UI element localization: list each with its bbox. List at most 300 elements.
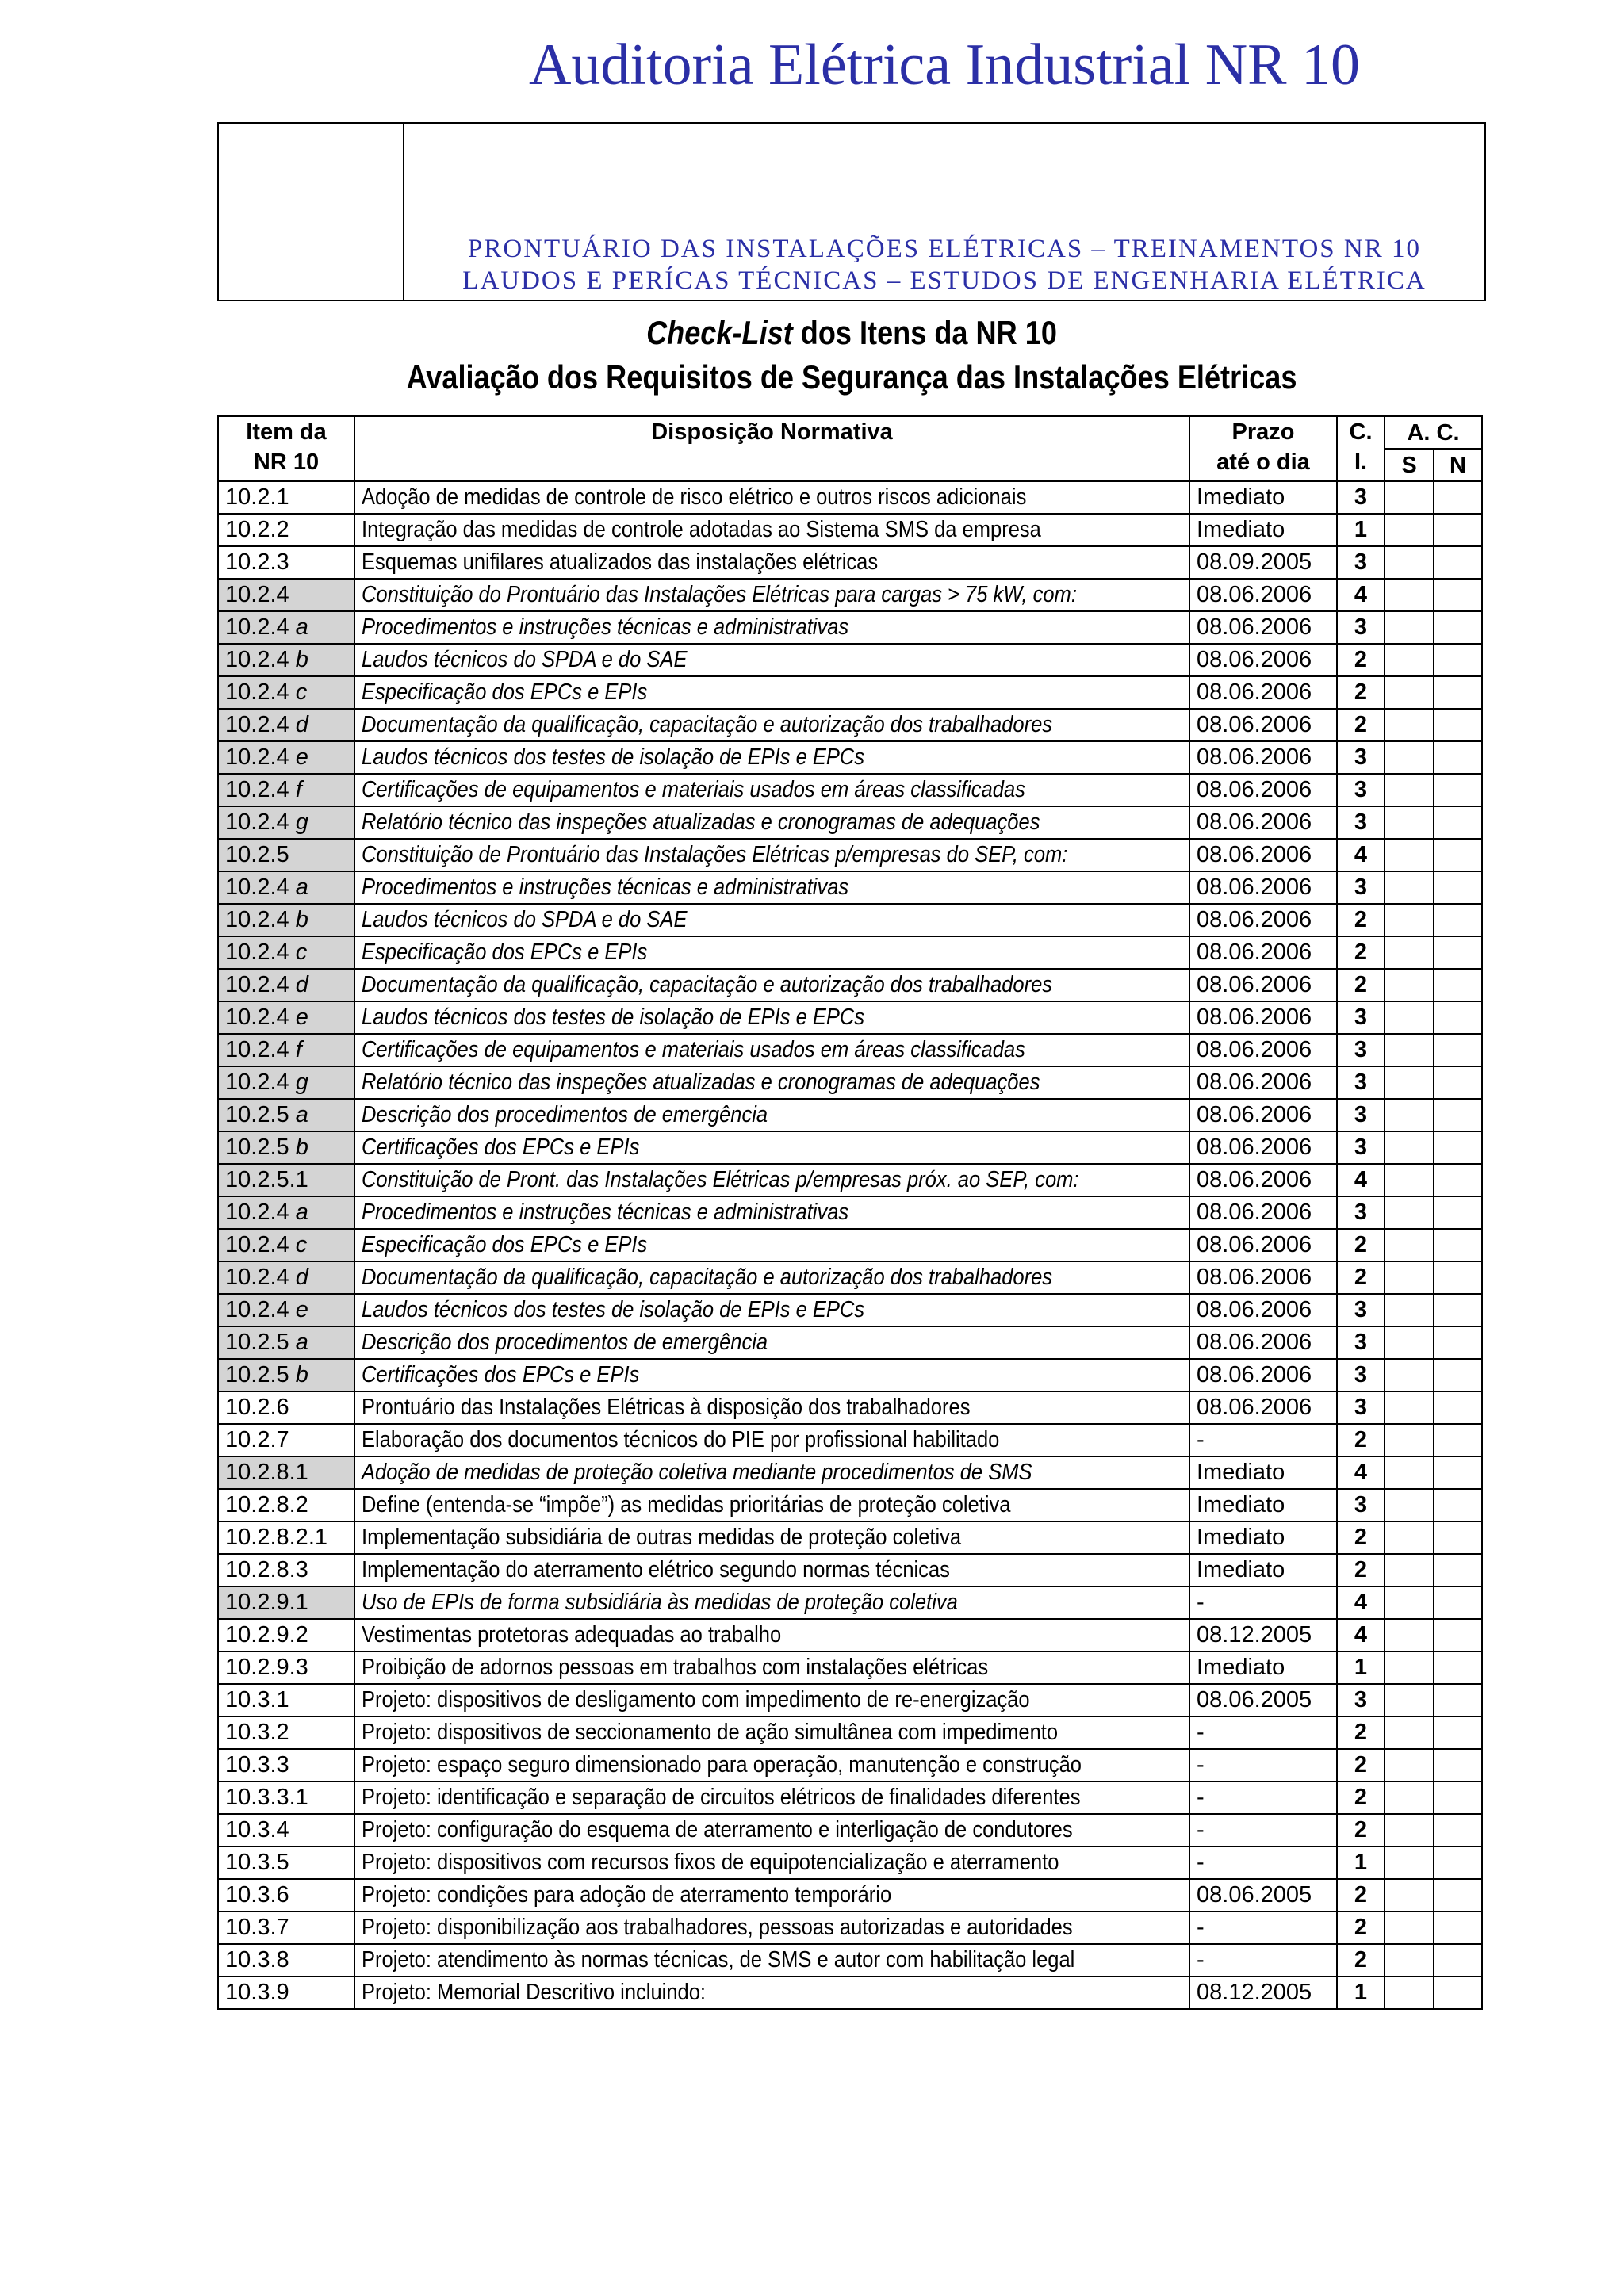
- cell-ac-n[interactable]: [1434, 1944, 1482, 1976]
- table-row: [218, 644, 1482, 676]
- cell-ac-n[interactable]: [1434, 774, 1482, 806]
- item-suffix: f: [295, 1037, 302, 1062]
- disposicao-text: Relatório técnico das inspeções atualizadas e cronogramas de adequações: [362, 1070, 1040, 1095]
- cell-ac-n[interactable]: [1434, 514, 1482, 546]
- column-header-prazo: Prazo até o dia: [1189, 416, 1337, 481]
- cell-prazo: 08.06.2006: [1189, 1164, 1337, 1196]
- cell-item: [218, 871, 354, 904]
- item-suffix: d: [295, 1265, 308, 1290]
- cell-ac-n[interactable]: [1434, 481, 1482, 514]
- item-suffix: a: [295, 1102, 308, 1127]
- disposicao-text: Proibição de adornos pessoas em trabalhos com instalações elétricas: [362, 1655, 989, 1680]
- table-row: [218, 1326, 1482, 1359]
- table-row: [218, 936, 1482, 969]
- item-number: 10.2.6: [225, 1395, 289, 1420]
- cell-disposicao: [354, 1489, 1189, 1521]
- cell-prazo: 08.06.2006: [1189, 709, 1337, 741]
- cell-disposicao: [354, 1326, 1189, 1359]
- cell-ac-n[interactable]: [1434, 1619, 1482, 1651]
- cell-prazo: 08.09.2005: [1189, 546, 1337, 579]
- disposicao-text: Certificações dos EPCs e EPIs: [362, 1135, 640, 1160]
- table-body: [218, 481, 1482, 2009]
- cell-ac-n[interactable]: [1434, 644, 1482, 676]
- cell-ci: 2: [1337, 1879, 1385, 1911]
- cell-prazo: 08.06.2006: [1189, 1034, 1337, 1066]
- cell-disposicao: [354, 1164, 1189, 1196]
- cell-item: [218, 1424, 354, 1456]
- cell-disposicao: [354, 1424, 1189, 1456]
- cell-ac-n[interactable]: [1434, 1586, 1482, 1619]
- item-number: 10.2.4: [225, 777, 289, 802]
- cell-item: [218, 1879, 354, 1911]
- item-number: 10.3.1: [225, 1687, 289, 1712]
- cell-disposicao: [354, 1781, 1189, 1814]
- cell-ac-s[interactable]: [1385, 774, 1434, 806]
- cell-ac-s[interactable]: [1385, 1846, 1434, 1879]
- item-number: 10.2.4: [225, 809, 289, 835]
- item-number: 10.2.4: [225, 582, 289, 607]
- cell-disposicao: [354, 481, 1189, 514]
- cell-ac-n[interactable]: [1434, 611, 1482, 644]
- item-number: 10.2.8.2.1: [225, 1525, 327, 1550]
- item-suffix: e: [295, 1004, 308, 1030]
- cell-ac-n[interactable]: [1434, 1489, 1482, 1521]
- disposicao-text: Procedimentos e instruções técnicas e administrativas: [362, 1200, 849, 1225]
- disposicao-text: Projeto: atendimento às normas técnicas, de SMS e autor com habilitação legal: [362, 1947, 1075, 1973]
- cell-ac-s[interactable]: [1385, 1716, 1434, 1749]
- disposicao-text: Uso de EPIs de forma subsidiária às medidas de proteção coletiva: [362, 1590, 958, 1615]
- cell-ac-s[interactable]: [1385, 741, 1434, 774]
- cell-ac-s[interactable]: [1385, 1359, 1434, 1391]
- cell-disposicao: [354, 969, 1189, 1001]
- cell-ac-s[interactable]: [1385, 969, 1434, 1001]
- cell-prazo: 08.06.2006: [1189, 936, 1337, 969]
- cell-item: [218, 1359, 354, 1391]
- cell-ac-s[interactable]: [1385, 1944, 1434, 1976]
- cell-ac-s[interactable]: [1385, 1814, 1434, 1846]
- cell-prazo: 08.06.2006: [1189, 579, 1337, 611]
- item-suffix: d: [295, 712, 308, 737]
- cell-ci: 3: [1337, 1099, 1385, 1131]
- disposicao-text: Projeto: configuração do esquema de aterramento e interligação de condutores: [362, 1817, 1073, 1843]
- disposicao-text: Especificação dos EPCs e EPIs: [362, 1232, 648, 1257]
- cell-ac-n[interactable]: [1434, 1846, 1482, 1879]
- cell-ac-n[interactable]: [1434, 1034, 1482, 1066]
- cell-ac-s[interactable]: [1385, 1684, 1434, 1716]
- cell-ac-n[interactable]: [1434, 1814, 1482, 1846]
- table-row: [218, 546, 1482, 579]
- item-suffix: a: [295, 874, 308, 900]
- disposicao-text: Projeto: dispositivos de seccionamento de ação simultânea com impedimento: [362, 1720, 1059, 1745]
- cell-prazo: -: [1189, 1814, 1337, 1846]
- item-number: 10.2.8.2: [225, 1492, 308, 1517]
- cell-item: [218, 904, 354, 936]
- disposicao-text: Constituição do Prontuário das Instalações Elétricas para cargas > 75 kW, com:: [362, 582, 1077, 607]
- table-row: [218, 1359, 1482, 1391]
- cell-ac-s[interactable]: [1385, 904, 1434, 936]
- table-row: [218, 1034, 1482, 1066]
- cell-ac-s[interactable]: [1385, 1034, 1434, 1066]
- cell-prazo: 08.06.2005: [1189, 1879, 1337, 1911]
- cell-ci: 1: [1337, 514, 1385, 546]
- cell-item: [218, 579, 354, 611]
- cell-item: [218, 1196, 354, 1229]
- cell-prazo: Imediato: [1189, 514, 1337, 546]
- item-number: 10.2.5.1: [225, 1167, 308, 1192]
- item-number: 10.3.3: [225, 1752, 289, 1777]
- cell-item: [218, 774, 354, 806]
- item-number: 10.2.5: [225, 1330, 289, 1355]
- cell-prazo: 08.06.2006: [1189, 611, 1337, 644]
- cell-ci: 2: [1337, 1814, 1385, 1846]
- cell-ci: 2: [1337, 644, 1385, 676]
- item-number: 10.2.9.2: [225, 1622, 308, 1647]
- item-number: 10.2.3: [225, 549, 289, 575]
- cell-disposicao: [354, 1001, 1189, 1034]
- cell-ac-n[interactable]: [1434, 1651, 1482, 1684]
- cell-ac-s[interactable]: [1385, 1749, 1434, 1781]
- cell-ac-s[interactable]: [1385, 1326, 1434, 1359]
- cell-ci: 4: [1337, 1619, 1385, 1651]
- cell-ac-n[interactable]: [1434, 969, 1482, 1001]
- table-row: [218, 1424, 1482, 1456]
- cell-item: [218, 1456, 354, 1489]
- cell-ac-n[interactable]: [1434, 1976, 1482, 2009]
- item-number: 10.2.8.3: [225, 1557, 308, 1582]
- cell-ac-s[interactable]: [1385, 1976, 1434, 2009]
- cell-prazo: Imediato: [1189, 1554, 1337, 1586]
- column-header-ci: C. I.: [1337, 416, 1385, 481]
- table-row: [218, 1944, 1482, 1976]
- cell-item: [218, 546, 354, 579]
- cell-prazo: -: [1189, 1424, 1337, 1456]
- cell-prazo: -: [1189, 1749, 1337, 1781]
- cell-item: [218, 839, 354, 871]
- cell-prazo: 08.06.2006: [1189, 774, 1337, 806]
- cell-disposicao: [354, 1651, 1189, 1684]
- cell-disposicao: [354, 1976, 1189, 2009]
- table-row: [218, 579, 1482, 611]
- cell-disposicao: [354, 1944, 1189, 1976]
- disposicao-text: Projeto: dispositivos com recursos fixos de equipotencialização e aterramento: [362, 1850, 1059, 1875]
- cell-ci: 2: [1337, 1554, 1385, 1586]
- column-header-n: N: [1434, 449, 1482, 481]
- item-number: 10.2.9.3: [225, 1655, 308, 1680]
- cell-ac-n[interactable]: [1434, 1749, 1482, 1781]
- cell-disposicao: [354, 806, 1189, 839]
- cell-disposicao: [354, 644, 1189, 676]
- cell-ac-n[interactable]: [1434, 1684, 1482, 1716]
- cell-ac-s[interactable]: [1385, 1879, 1434, 1911]
- cell-ac-s[interactable]: [1385, 709, 1434, 741]
- cell-ac-n[interactable]: [1434, 806, 1482, 839]
- cell-prazo: Imediato: [1189, 1651, 1337, 1684]
- cell-prazo: 08.06.2006: [1189, 1131, 1337, 1164]
- cell-disposicao: [354, 1521, 1189, 1554]
- table-row: [218, 1164, 1482, 1196]
- disposicao-text: Especificação dos EPCs e EPIs: [362, 679, 648, 705]
- item-number: 10.2.4: [225, 1265, 289, 1290]
- cell-ac-n[interactable]: [1434, 1066, 1482, 1099]
- cell-item: [218, 1066, 354, 1099]
- cell-disposicao: [354, 741, 1189, 774]
- cell-ac-n[interactable]: [1434, 1554, 1482, 1586]
- disposicao-text: Prontuário das Instalações Elétricas à disposição dos trabalhadores: [362, 1395, 971, 1420]
- table-row: [218, 741, 1482, 774]
- cell-ac-n[interactable]: [1434, 741, 1482, 774]
- disposicao-text: Constituição de Prontuário das Instalações Elétricas p/empresas do SEP, com:: [362, 842, 1068, 867]
- cell-disposicao: [354, 546, 1189, 579]
- item-number: 10.3.8: [225, 1947, 289, 1973]
- cell-prazo: 08.06.2006: [1189, 644, 1337, 676]
- cell-ac-s[interactable]: [1385, 1066, 1434, 1099]
- cell-ac-s[interactable]: [1385, 676, 1434, 709]
- cell-ac-s[interactable]: [1385, 1261, 1434, 1294]
- cell-ci: 2: [1337, 1229, 1385, 1261]
- cell-ac-n[interactable]: [1434, 936, 1482, 969]
- cell-ci: 4: [1337, 1164, 1385, 1196]
- cell-prazo: 08.06.2006: [1189, 741, 1337, 774]
- cell-ac-n[interactable]: [1434, 1456, 1482, 1489]
- disposicao-text: Especificação dos EPCs e EPIs: [362, 939, 648, 965]
- cell-ac-n[interactable]: [1434, 1131, 1482, 1164]
- disposicao-text: Elaboração dos documentos técnicos do PIE por profissional habilitado: [362, 1427, 1000, 1452]
- cell-ac-s[interactable]: [1385, 481, 1434, 514]
- item-number: 10.2.5: [225, 1102, 289, 1127]
- cell-item: [218, 1034, 354, 1066]
- table-row: [218, 1066, 1482, 1099]
- cell-ac-s[interactable]: [1385, 1619, 1434, 1651]
- column-header-s: S: [1385, 449, 1434, 481]
- cell-ac-s[interactable]: [1385, 871, 1434, 904]
- cell-ci: 3: [1337, 1001, 1385, 1034]
- cell-item: [218, 1229, 354, 1261]
- cell-item: [218, 1944, 354, 1976]
- cell-prazo: Imediato: [1189, 1521, 1337, 1554]
- table-row: [218, 1131, 1482, 1164]
- cell-ci: 3: [1337, 1131, 1385, 1164]
- cell-ac-n[interactable]: [1434, 1001, 1482, 1034]
- cell-ci: 2: [1337, 1911, 1385, 1944]
- cell-ac-s[interactable]: [1385, 1001, 1434, 1034]
- cell-ac-n[interactable]: [1434, 1164, 1482, 1196]
- cell-ci: 2: [1337, 969, 1385, 1001]
- cell-ac-n[interactable]: [1434, 1196, 1482, 1229]
- cell-ac-n[interactable]: [1434, 1424, 1482, 1456]
- cell-ac-s[interactable]: [1385, 1489, 1434, 1521]
- item-suffix: g: [295, 809, 308, 835]
- table-row: [218, 514, 1482, 546]
- cell-item: [218, 709, 354, 741]
- table-row: [218, 1456, 1482, 1489]
- cell-ac-s[interactable]: [1385, 806, 1434, 839]
- item-suffix: a: [295, 1200, 308, 1225]
- cell-ac-s[interactable]: [1385, 1099, 1434, 1131]
- table-row: [218, 1261, 1482, 1294]
- cell-ci: 3: [1337, 546, 1385, 579]
- cell-ac-s[interactable]: [1385, 1651, 1434, 1684]
- cell-item: [218, 1814, 354, 1846]
- cell-ci: 2: [1337, 1424, 1385, 1456]
- cell-ci: 3: [1337, 774, 1385, 806]
- cell-ac-s[interactable]: [1385, 1424, 1434, 1456]
- cell-ac-s[interactable]: [1385, 1586, 1434, 1619]
- item-suffix: c: [295, 1232, 308, 1257]
- table-row: [218, 1294, 1482, 1326]
- cell-ac-n[interactable]: [1434, 1229, 1482, 1261]
- item-number: 10.3.4: [225, 1817, 289, 1843]
- cell-prazo: 08.06.2006: [1189, 806, 1337, 839]
- item-number: 10.2.4: [225, 1297, 289, 1322]
- cell-ac-s[interactable]: [1385, 1456, 1434, 1489]
- disposicao-text: Documentação da qualificação, capacitação e autorização dos trabalhadores: [362, 712, 1053, 737]
- disposicao-text: Certificações de equipamentos e materiais usados em áreas classificadas: [362, 1037, 1025, 1062]
- disposicao-text: Laudos técnicos dos testes de isolação de EPIs e EPCs: [362, 1004, 865, 1030]
- cell-ci: 2: [1337, 1944, 1385, 1976]
- cell-ci: 3: [1337, 741, 1385, 774]
- cell-ci: 2: [1337, 1749, 1385, 1781]
- cell-ci: 2: [1337, 936, 1385, 969]
- company-subtitle-line1: PRONTUÁRIO DAS INSTALAÇÕES ELÉTRICAS – TREINAMENTOS NR 10: [468, 235, 1421, 263]
- cell-ac-s[interactable]: [1385, 611, 1434, 644]
- cell-ac-s[interactable]: [1385, 839, 1434, 871]
- item-suffix: e: [295, 1297, 308, 1322]
- item-suffix: c: [295, 939, 308, 965]
- table-row: [218, 1651, 1482, 1684]
- cell-item: [218, 741, 354, 774]
- disposicao-text: Define (entenda-se “impõe”) as medidas prioritárias de proteção coletiva: [362, 1492, 1011, 1517]
- cell-item: [218, 1586, 354, 1619]
- cell-ac-n[interactable]: [1434, 839, 1482, 871]
- cell-ac-n[interactable]: [1434, 546, 1482, 579]
- cell-disposicao: [354, 1131, 1189, 1164]
- table-row: [218, 1229, 1482, 1261]
- cell-ac-s[interactable]: [1385, 579, 1434, 611]
- disposicao-text: Laudos técnicos do SPDA e do SAE: [362, 907, 688, 932]
- cell-item: [218, 1651, 354, 1684]
- cell-ac-n[interactable]: [1434, 904, 1482, 936]
- document-title: [306, 314, 1397, 352]
- cell-item: [218, 1554, 354, 1586]
- cell-ci: 3: [1337, 1034, 1385, 1066]
- cell-ac-s[interactable]: [1385, 1294, 1434, 1326]
- table-row: [218, 676, 1482, 709]
- cell-prazo: 08.06.2006: [1189, 839, 1337, 871]
- disposicao-text: Certificações de equipamentos e materiais usados em áreas classificadas: [362, 777, 1025, 802]
- cell-ac-s[interactable]: [1385, 1196, 1434, 1229]
- item-number: 10.3.3.1: [225, 1785, 308, 1810]
- cell-item: [218, 644, 354, 676]
- cell-prazo: 08.06.2006: [1189, 969, 1337, 1001]
- disposicao-text: Descrição dos procedimentos de emergência: [362, 1102, 768, 1127]
- cell-prazo: -: [1189, 1911, 1337, 1944]
- item-suffix: a: [295, 1330, 308, 1355]
- cell-ac-s[interactable]: [1385, 1391, 1434, 1424]
- disposicao-text: Vestimentas protetoras adequadas ao trabalho: [362, 1622, 782, 1647]
- cell-prazo: 08.06.2006: [1189, 1229, 1337, 1261]
- cell-ac-s[interactable]: [1385, 1521, 1434, 1554]
- cell-ac-s[interactable]: [1385, 644, 1434, 676]
- cell-prazo: 08.06.2006: [1189, 1391, 1337, 1424]
- cell-item: [218, 969, 354, 1001]
- cell-ac-n[interactable]: [1434, 1781, 1482, 1814]
- item-number: 10.2.5: [225, 1135, 289, 1160]
- cell-item: [218, 1619, 354, 1651]
- cell-ci: 1: [1337, 1846, 1385, 1879]
- cell-ac-n[interactable]: [1434, 1326, 1482, 1359]
- cell-ac-n[interactable]: [1434, 1391, 1482, 1424]
- cell-disposicao: [354, 1846, 1189, 1879]
- cell-item: [218, 676, 354, 709]
- cell-ac-s[interactable]: [1385, 1781, 1434, 1814]
- disposicao-text: Laudos técnicos dos testes de isolação de EPIs e EPCs: [362, 1297, 865, 1322]
- cell-ac-n[interactable]: [1434, 1521, 1482, 1554]
- cell-item: [218, 936, 354, 969]
- cell-ci: 3: [1337, 1489, 1385, 1521]
- item-number: 10.2.4: [225, 939, 289, 965]
- cell-ac-n[interactable]: [1434, 1911, 1482, 1944]
- cell-disposicao: [354, 1456, 1189, 1489]
- cell-disposicao: [354, 871, 1189, 904]
- cell-prazo: 08.06.2006: [1189, 1261, 1337, 1294]
- cell-ac-n[interactable]: [1434, 1359, 1482, 1391]
- disposicao-text: Adoção de medidas de proteção coletiva mediante procedimentos de SMS: [362, 1460, 1032, 1485]
- disposicao-text: Procedimentos e instruções técnicas e administrativas: [362, 614, 849, 640]
- cell-ac-n[interactable]: [1434, 579, 1482, 611]
- cell-prazo: -: [1189, 1586, 1337, 1619]
- item-suffix: a: [295, 614, 308, 640]
- item-number: 10.2.5: [225, 842, 289, 867]
- disposicao-text: Projeto: dispositivos de desligamento com impedimento de re-energização: [362, 1687, 1030, 1712]
- cell-ac-n[interactable]: [1434, 1099, 1482, 1131]
- cell-ac-n[interactable]: [1434, 1261, 1482, 1294]
- cell-ac-s[interactable]: [1385, 936, 1434, 969]
- disposicao-text: Laudos técnicos do SPDA e do SAE: [362, 647, 688, 672]
- cell-prazo: 08.06.2006: [1189, 1099, 1337, 1131]
- cell-ac-s[interactable]: [1385, 546, 1434, 579]
- cell-ac-s[interactable]: [1385, 1131, 1434, 1164]
- cell-ac-s[interactable]: [1385, 1164, 1434, 1196]
- item-suffix: b: [295, 1362, 308, 1387]
- table-row: [218, 1911, 1482, 1944]
- table-row: [218, 1099, 1482, 1131]
- cell-ac-n[interactable]: [1434, 709, 1482, 741]
- cell-ci: 3: [1337, 1294, 1385, 1326]
- disposicao-text: Adoção de medidas de controle de risco elétrico e outros riscos adicionais: [362, 484, 1027, 510]
- cell-item: [218, 481, 354, 514]
- cell-ac-s[interactable]: [1385, 1554, 1434, 1586]
- cell-ac-s[interactable]: [1385, 1911, 1434, 1944]
- disposicao-text: Integração das medidas de controle adotadas ao Sistema SMS da empresa: [362, 517, 1041, 542]
- logo-placeholder: [219, 124, 404, 300]
- table-row: [218, 1001, 1482, 1034]
- cell-disposicao: [354, 1716, 1189, 1749]
- cell-ac-n[interactable]: [1434, 1879, 1482, 1911]
- cell-ac-s[interactable]: [1385, 514, 1434, 546]
- cell-ci: 3: [1337, 1391, 1385, 1424]
- cell-ac-n[interactable]: [1434, 1294, 1482, 1326]
- cell-ci: 3: [1337, 1684, 1385, 1716]
- cell-prazo: 08.06.2006: [1189, 1066, 1337, 1099]
- cell-ac-n[interactable]: [1434, 871, 1482, 904]
- cell-ci: 2: [1337, 1781, 1385, 1814]
- cell-ac-n[interactable]: [1434, 1716, 1482, 1749]
- cell-ac-n[interactable]: [1434, 676, 1482, 709]
- cell-item: [218, 1976, 354, 2009]
- cell-ci: 3: [1337, 1196, 1385, 1229]
- cell-ac-s[interactable]: [1385, 1229, 1434, 1261]
- table-row: [218, 1521, 1482, 1554]
